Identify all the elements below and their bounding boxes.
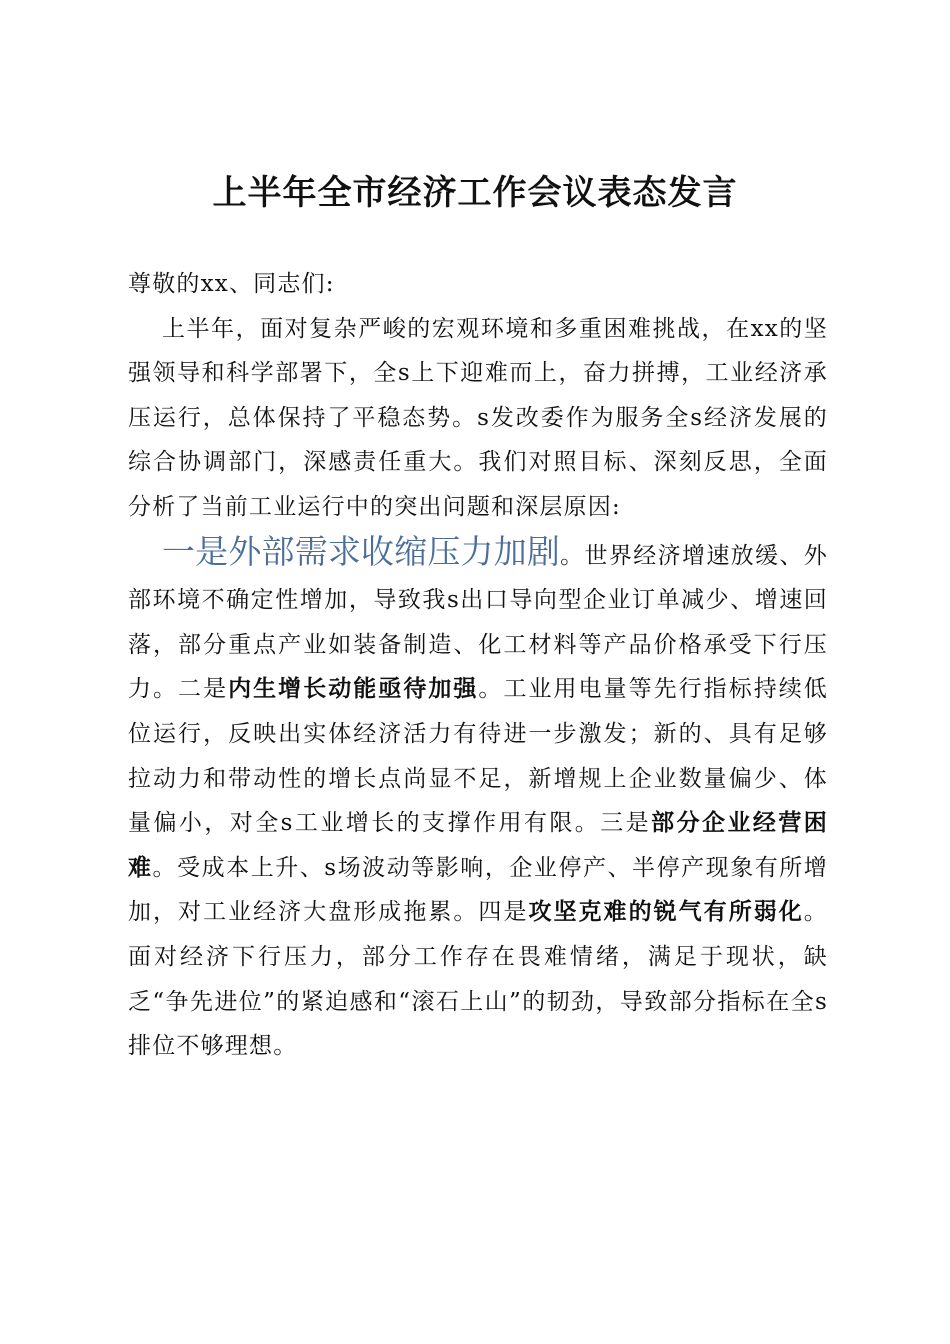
point4-heading: 攻坚克难的锐气有所弱化: [528, 899, 804, 926]
point1-heading: 一是外部需求收缩压力加剧: [162, 531, 561, 571]
document-title: 上半年全市经济工作会议表态发言: [212, 173, 738, 213]
point1-text: 。世界经济增速放缓、外部环境不确定性增加，导致我s出口导向型企业订单减少、增速回落，部分重点产业如装备制造、化工材料等产品价格承受下行压力。二是: [128, 542, 829, 703]
point2-text: 。工业用电量等先行指标持续低位运行，反映出实体经济活力有待进一步激发；新的、具有足够拉动力和带动性的增长点尚显不足，新增规上企业数量偏少、体量偏小，对全s工业增长的支撑作用有限。三是: [128, 676, 828, 837]
point3-heading: 部分企业经营困难: [128, 810, 828, 881]
paragraph-points: [128, 530, 828, 1069]
document-body: [128, 262, 828, 1069]
paragraph-intro: 上半年，面对复杂严峻的宏观环境和多重困难挑战，在xx的坚强领导和科学部署下，全s上下迎难而上，奋力拼搏，工业经济承压运行，总体保持了平稳态势。s发改委作为服务全s经济发展的综合协调部门，深感责任重大。我们对照目标、深刻反思，全面分析了当前工业运行中的突出问题和深层原因:: [128, 315, 828, 520]
salutation: 尊敬的xx、同志们:: [128, 271, 335, 297]
point2-heading: 内生增长动能亟待加强: [228, 676, 479, 703]
point4-text: 。面对经济下行压力，部分工作存在畏难情绪，满足于现状，缺乏“争先进位”的紧迫感和“滚石上山”的韧劲，导致部分指标在全s排位不够理想。: [128, 899, 828, 1060]
point3-text: 。受成本上升、s场波动等影响，企业停产、半停产现象有所增加，对工业经济大盘形成拖累。四是: [128, 854, 829, 926]
